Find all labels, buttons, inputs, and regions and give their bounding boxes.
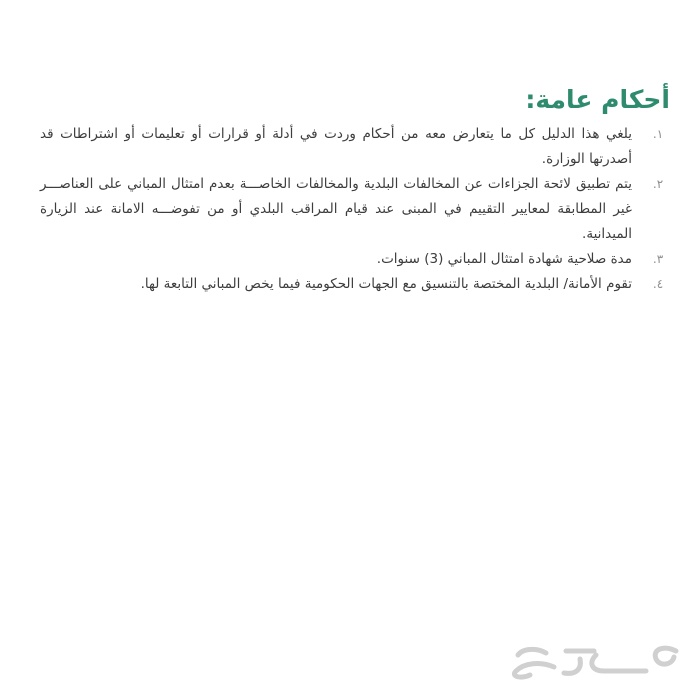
list-item-number: ٤. <box>652 277 664 291</box>
list-item <box>40 247 670 272</box>
list-item-text: تقوم الأمانة/ البلدية المختصة بالتنسيق مع الجهات الحكومية فيما يخص المباني التابعة لها. <box>140 276 632 292</box>
list-item-number: ٣. <box>652 252 664 266</box>
list-item-number: ١. <box>652 127 664 141</box>
list-item <box>40 122 670 172</box>
rules-list <box>40 122 670 297</box>
list-item-text: يتم تطبيق لائحة الجزاءات عن المخالفات البلدية والمخالفات الخاصـــة بعدم امتثال المباني على العناصـــر غير المطابقة لمعايير التقييم في المبنى عند قيام المراقب البلدي أو من تفوضـــه الامانة عند الزيارة الميدانية. <box>40 176 632 242</box>
section-heading: أحكام عامة: <box>525 85 670 114</box>
haraj-watermark-logo <box>496 641 686 681</box>
list-item-number: ٢. <box>652 177 664 191</box>
list-item-text: مدة صلاحية شهادة امتثال المباني (3) سنوات. <box>376 251 632 267</box>
list-item-text: يلغي هذا الدليل كل ما يتعارض معه من أحكام وردت في أدلة أو قرارات أو تعليمات أو اشتراطات قد أصدرتها الوزارة. <box>40 126 632 167</box>
list-item <box>40 172 670 247</box>
list-item <box>40 272 670 297</box>
